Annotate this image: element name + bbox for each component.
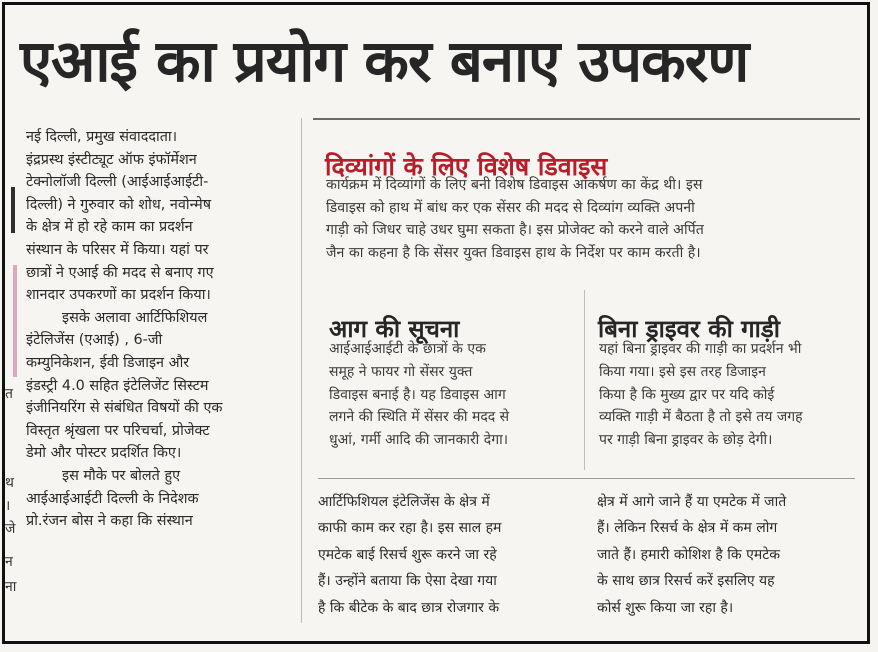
- article-line: जाते हैं। हमारी कोशिश है कि एमटेक: [597, 546, 780, 563]
- edge-fragment: ना: [5, 579, 17, 595]
- article-line: कम्युनिकेशन, ईवी डिजाइन और: [26, 354, 190, 371]
- article-line: गाड़ी को जिधर चाहे उधर घुमा सकता है। इस प्रोजेक्ट को करने वाले अर्पित: [326, 222, 704, 238]
- special-device-text: [326, 174, 704, 264]
- article-line: इंटेलिजेंस (एआई) , 6-जी: [26, 332, 163, 349]
- article-line: जैन का कहना है कि सेंसर युक्त डिवाइस हाथ के निर्देश पर काम करती है।: [326, 244, 701, 261]
- edge-fragment: थ: [5, 475, 14, 491]
- margin-bar-dark: [11, 187, 15, 233]
- article-line: एमटेक बाई रिसर्च शुरू करने जा रहे: [318, 546, 497, 563]
- article-line: व्यक्ति गाड़ी में बैठता है तो इसे तय जगह: [599, 409, 803, 426]
- article-line: कार्यक्रम में दिव्यांगों के लिए बनी विशेष डिवाइस आकर्षण का केंद्र थी। इस: [326, 177, 703, 193]
- edge-fragment: ।: [5, 498, 11, 514]
- article-line: डिवाइस को हाथ में बांध कर एक सेंसर की मदद से दिव्यांग व्यक्ति अपनी: [326, 199, 695, 216]
- article-line: विस्तृत श्रृंखला पर परिचर्चा, प्रोजेक्ट: [26, 422, 210, 439]
- article-line: टेक्नोलॉजी दिल्ली (आईआईआईटी-: [26, 174, 209, 191]
- margin-bar-pink: [13, 265, 17, 377]
- article-line: हैं। उन्होंने बताया कि ऐसा देखा गया: [318, 573, 497, 590]
- article-line: इंजीनियरिंग से संबंधित विषयों की एक: [26, 400, 223, 417]
- article-line: क्षेत्र में आगे जाने हैं या एमटेक में जाते: [597, 494, 787, 510]
- article-line: आर्टिफिशियल इंटेलिजेंस के क्षेत्र में: [318, 494, 490, 510]
- article-line: छात्रों ने एआई की मदद से बनाए गए: [26, 264, 214, 281]
- article-line: दिल्ली) ने गुरुवार को शोध, नवोन्मेष: [26, 196, 212, 213]
- column-divider: [301, 118, 302, 623]
- left-column: [26, 126, 222, 533]
- article-line: संस्थान के परिसर में किया। यहां पर: [26, 241, 209, 258]
- article-line: के साथ छात्र रिसर्च करें इसलिए यह: [597, 573, 775, 590]
- article-line: धुआं, गर्मी आदि की जानकारी देगा।: [329, 432, 509, 449]
- article-line: पर गाड़ी बिना ड्राइवर के छोड़ देगी।: [599, 432, 773, 449]
- box-bottom-rule: [318, 478, 855, 479]
- article-line: किया गया। इसे इस तरह डिजाइन: [599, 363, 766, 380]
- article-line: इंद्रप्रस्थ इंस्टीट्यूट ऑफ इंफॉर्मेशन: [26, 151, 197, 168]
- driverless-car-text: [599, 338, 803, 452]
- article-line: प्रो.रंजन बोस ने कहा कि संस्थान: [26, 513, 193, 530]
- article-line: लगने की स्थिति में सेंसर की मदद से: [329, 409, 510, 426]
- article-line: काफी काम कर रहा है। इस साल हम: [318, 520, 502, 537]
- box-divider: [584, 290, 585, 470]
- article-line: आईआईआईटी दिल्ली के निदेशक: [26, 490, 199, 507]
- article-line: शानदार उपकरणों का प्रदर्शन किया।: [26, 287, 211, 304]
- box-top-rule: [313, 118, 860, 120]
- article-line: समूह ने फायर गो सेंसर युक्त: [329, 363, 473, 380]
- article-line: हैं। लेकिन रिसर्च के क्षेत्र में कम लोग: [597, 520, 778, 537]
- article-line: इंडस्ट्री 4.0 सहित इंटेलिजेंट सिस्टम: [26, 377, 209, 394]
- article-line: यहां बिना ड्राइवर की गाड़ी का प्रदर्शन भी: [599, 341, 802, 357]
- article-line: आईआईआईटी के छात्रों के एक: [329, 341, 486, 357]
- article-line: इसके अलावा आर्टिफिशियल: [62, 309, 208, 326]
- bottom-middle-column: [318, 489, 501, 621]
- edge-fragment: न: [5, 554, 13, 570]
- edge-fragment: त: [5, 386, 13, 402]
- article-line: नई दिल्ली, प्रमुख संवाददाता।: [26, 129, 178, 145]
- headline: एआई का प्रयोग कर बनाए उपकरण: [20, 27, 749, 95]
- article-line: कोर्स शुरू किया जा रहा है।: [597, 599, 734, 616]
- article-line: डिवाइस बनाई है। यह डिवाइस आग: [329, 386, 506, 403]
- driverless-car-heading: बिना ड्राइवर की गाड़ी: [598, 314, 780, 343]
- edge-fragment: जे: [5, 521, 16, 537]
- bottom-right-column: [597, 489, 786, 621]
- article-line: के क्षेत्र में हो रहे काम का प्रदर्शन: [26, 219, 193, 236]
- fire-alert-heading: आग की सूचना: [329, 314, 460, 343]
- article-line: डेमो और पोस्टर प्रदर्शित किए।: [26, 445, 182, 462]
- article-line: है कि बीटेक के बाद छात्र रोजगार के: [318, 599, 500, 616]
- article-line: इस मौके पर बोलते हुए: [62, 467, 181, 484]
- special-device-heading: दिव्यांगों के लिए विशेष डिवाइस: [325, 151, 608, 181]
- article-line: किया है कि मुख्य द्वार पर यदि कोई: [599, 386, 775, 403]
- fire-alert-text: [329, 338, 509, 452]
